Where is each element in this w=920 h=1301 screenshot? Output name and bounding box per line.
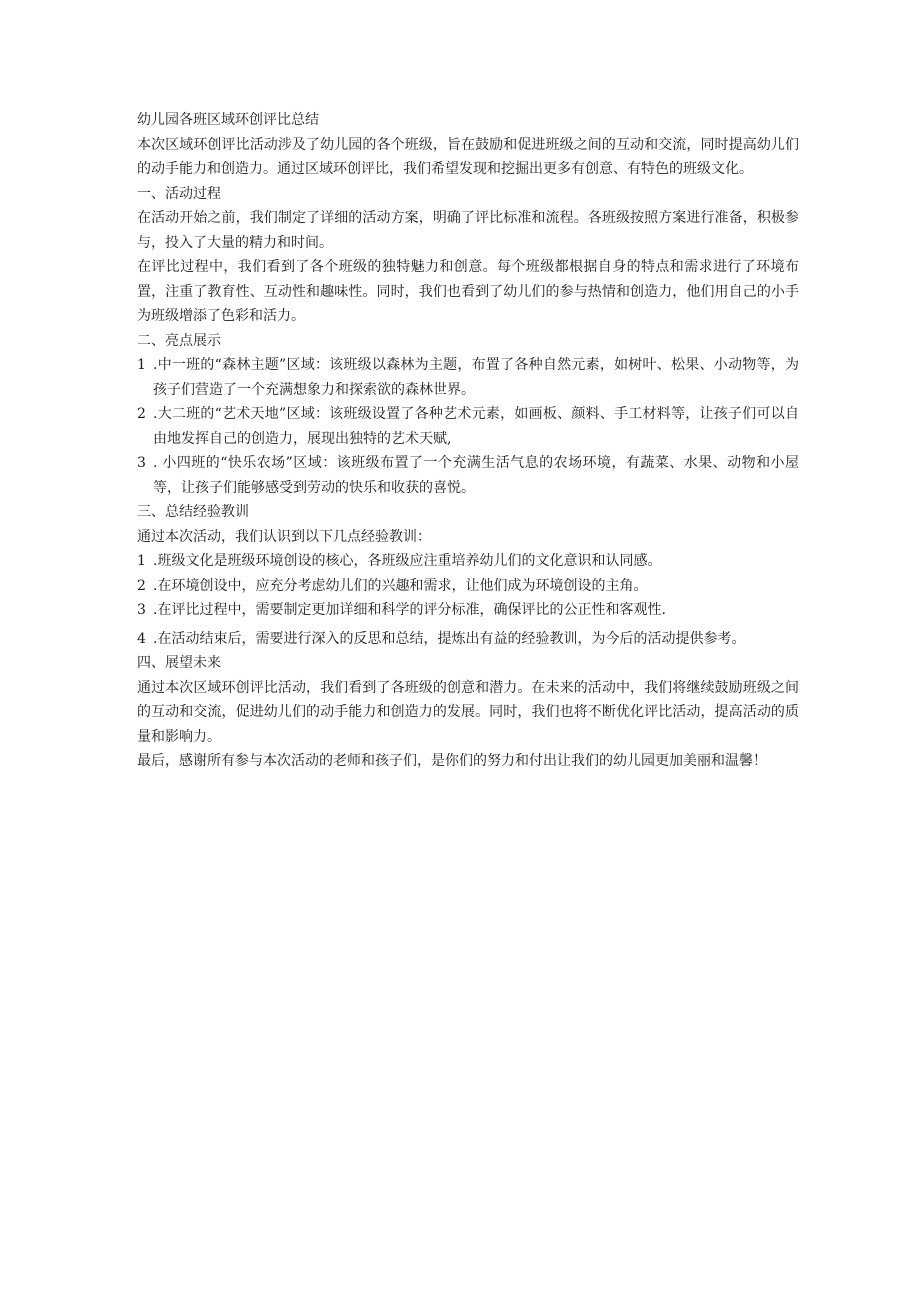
list-item-text: .大二班的“艺术天地”区域：该班级设置了各种艺术元素，如画板、颜料、手工材料等，让孩子们可以自由地发挥自己的创造力，展现出独特的艺术天赋, <box>153 406 799 447</box>
section-heading-outlook: 四、展望未来 <box>137 655 221 671</box>
list-item-number: 2 <box>137 577 146 594</box>
list-item-text: . 小四班的“快乐农场”区域：该班级布置了一个充满生活气息的农场环境，有蔬菜、水果、动物和小屋等，让孩子们能够感受到劳动的快乐和收获的喜悦。 <box>153 455 799 496</box>
list-item-number: 4 <box>137 630 146 647</box>
section-heading-process: 一、活动过程 <box>137 185 221 202</box>
list-item-text: .在活动结束后，需要进行深入的反思和总结，提炼出有益的经验教训，为今后的活动提供参考。 <box>153 630 746 647</box>
list-item <box>137 549 799 574</box>
paragraph: 通过本次区域环创评比活动，我们看到了各班级的创意和潜力。在未来的活动中，我们将继续鼓励班级之间的互动和交流，促进幼儿们的动手能力和创造力的发展。同时，我们也将不断优化评比活动，提高活动的质量和影响力。 <box>137 679 799 745</box>
list-item <box>137 353 799 402</box>
list-item <box>137 598 799 623</box>
list-item-text: .在环境创设中，应充分考虑幼儿们的兴趣和需求，让他们成为环境创设的主角。 <box>153 577 648 594</box>
list-item <box>137 451 799 500</box>
section-heading-lessons: 三、总结经验教训 <box>137 504 249 520</box>
list-item-text: .中一班的“森林主题”区域：该班级以森林为主题，布置了各种自然元素，如树叶、松果、小动物等，为孩子们营造了一个充满想象力和探索欲的森林世界。 <box>153 357 799 398</box>
list-item <box>137 402 799 451</box>
list-item-text: .在评比过程中，需要制定更加详细和科学的评分标准，确保评比的公正性和客观性. <box>153 602 666 618</box>
list-item-text: .班级文化是班级环境创设的核心，各班级应注重培养幼儿们的文化意识和认同感。 <box>153 553 662 569</box>
document-page <box>137 108 799 774</box>
list-item-number: 1 <box>137 553 146 569</box>
paragraph: 通过本次活动，我们认识到以下几点经验教训： <box>137 528 431 545</box>
intro-paragraph: 本次区域环创评比活动涉及了幼儿园的各个班级，旨在鼓励和促进班级之间的互动和交流，同时提高幼儿们的动手能力和创造力。通过区域环创评比，我们希望发现和挖掘出更多有创意、有特色的班级文化。 <box>137 136 799 177</box>
list-item-number: 2 <box>137 406 146 422</box>
list-item-number: 3 <box>137 455 146 471</box>
document-title: 幼儿园各班区域环创评比总结 <box>137 112 319 128</box>
list-item-number: 1 <box>137 357 146 373</box>
section-heading-highlights: 二、亮点展示 <box>137 332 221 349</box>
list-item <box>137 627 799 652</box>
paragraph: 在活动开始之前，我们制定了详细的活动方案，明确了评比标准和流程。各班级按照方案进行准备，积极参与，投入了大量的精力和时间。 <box>137 210 799 251</box>
paragraph: 在评比过程中，我们看到了各个班级的独特魅力和创意。每个班级都根据自身的特点和需求进行了环境布置，注重了教育性、互动性和趣味性。同时，我们也看到了幼儿们的参与热情和创造力，他们用自己的小手为班级增添了色彩和活力。 <box>137 259 799 324</box>
list-item-number: 3 <box>137 602 146 618</box>
list-item <box>137 574 799 599</box>
closing-paragraph: 最后，感谢所有参与本次活动的老师和孩子们，是你们的努力和付出让我们的幼儿园更加美丽和温馨！ <box>137 753 767 769</box>
